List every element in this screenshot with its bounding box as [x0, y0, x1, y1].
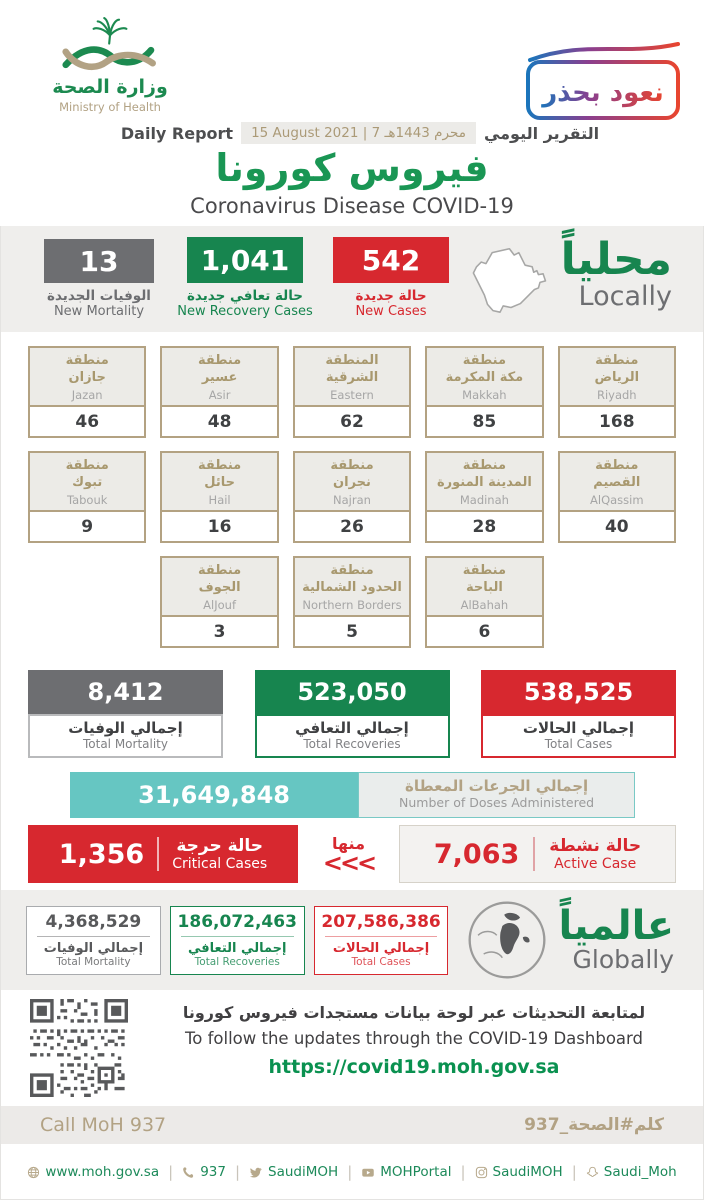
- moh-logo: [40, 14, 180, 114]
- active-cases-label-ar: حالة نشطة: [549, 836, 642, 856]
- region-name-en: Makkah: [462, 387, 507, 402]
- daily-report-label-ar: التقرير اليومي: [483, 123, 600, 143]
- region-name-ar2: المدينة المنورة: [436, 474, 532, 490]
- region-name-ar2: نجران: [333, 474, 371, 490]
- region-name-ar2: القصيم: [593, 474, 641, 490]
- left-arrows-icon: <<<: [322, 848, 375, 877]
- locally-stats: [26, 226, 464, 332]
- locally-section: [0, 226, 704, 332]
- region-name-ar: منطقة: [65, 353, 109, 368]
- snapchat-icon: [586, 1166, 599, 1179]
- region-name-ar: منطقة: [65, 458, 109, 473]
- region-name-ar2: الرياض: [594, 369, 640, 385]
- return-with-caution-badge: [524, 38, 682, 124]
- youtube-link[interactable]: [361, 1164, 451, 1180]
- badge-label: نعود بحذر: [542, 78, 664, 108]
- website-label: www.moh.gov.sa: [45, 1164, 160, 1180]
- divider: |: [234, 1163, 241, 1181]
- total-recoveries-value: 523,050: [255, 670, 450, 714]
- totals-row: [0, 662, 704, 764]
- total-mortality: [28, 670, 223, 764]
- new-recovery-label-en: New Recovery Cases: [177, 304, 313, 319]
- badge-swoosh: [530, 44, 678, 60]
- region-value: 16: [207, 516, 232, 537]
- youtube-icon: [361, 1166, 375, 1179]
- region-name-en: Tabouk: [66, 492, 108, 507]
- of-which-indicator: [323, 834, 374, 875]
- region-name-en: AlBahah: [460, 597, 509, 612]
- region-value: 40: [604, 516, 629, 537]
- region-aljouf: [160, 556, 278, 648]
- call-moh-hashtag-ar: كلم#الصحة_937: [524, 1115, 664, 1135]
- region-value: 6: [478, 621, 491, 642]
- global-mortality-label-en: Total Mortality: [56, 955, 131, 968]
- region-name-ar: منطقة: [197, 563, 242, 578]
- new-recovery-label-ar: حالة تعافي جديدة: [186, 288, 304, 304]
- saudi-arabia-map-icon: [464, 236, 558, 332]
- page-title-en: Coronavirus Disease COVID-19: [190, 194, 514, 218]
- global-total-recoveries: [170, 906, 305, 975]
- global-mortality-value: 4,368,529: [45, 911, 142, 932]
- qr-code: [30, 999, 128, 1097]
- moh-logo-name-ar: وزارة الصحة: [52, 76, 168, 98]
- global-total-mortality: [26, 906, 161, 975]
- new-cases-value: 542: [333, 237, 449, 283]
- globe-icon: [465, 898, 549, 982]
- total-cases-label-en: Total Cases: [544, 737, 613, 751]
- region-name-ar: منطقة: [197, 458, 242, 473]
- instagram-link[interactable]: [475, 1164, 563, 1180]
- call-band: [0, 1106, 704, 1144]
- dashboard-url-link[interactable]: https://covid19.moh.gov.sa: [268, 1056, 560, 1078]
- region-name-ar: منطقة: [462, 353, 507, 368]
- global-cases-label-en: Total Cases: [351, 955, 411, 968]
- globe-icon: [27, 1166, 40, 1179]
- twitter-link[interactable]: [249, 1164, 338, 1180]
- phone-link[interactable]: [182, 1164, 226, 1180]
- region-value: 9: [81, 516, 94, 537]
- region-madinah: [425, 451, 543, 543]
- website-link[interactable]: [27, 1164, 159, 1180]
- region-name-ar: منطقة: [595, 458, 639, 473]
- moh-logo-name-en: Ministry of Health: [59, 99, 161, 114]
- snapchat-label: Saudi_Moh: [603, 1164, 677, 1180]
- region-eastern: [293, 346, 411, 438]
- global-cases-label-ar: إجمالي الحالات: [332, 940, 430, 956]
- region-tabouk: [28, 451, 146, 543]
- region-name-ar: منطقة: [462, 458, 507, 473]
- global-mortality-label-ar: إجمالي الوفيات: [43, 940, 144, 956]
- report-date: 15 August 2021 | 7 محرم 1443هـ: [241, 122, 476, 144]
- divider: [533, 837, 535, 871]
- region-northern-borders: [293, 556, 411, 648]
- report-date-row: [8, 122, 704, 144]
- call-moh-label-en: Call MoH 937: [40, 1114, 167, 1136]
- divider: |: [347, 1163, 353, 1181]
- active-cases-box: [399, 825, 676, 883]
- region-asir: [160, 346, 278, 438]
- locally-heading: [558, 234, 678, 332]
- daily-report-label-en: Daily Report: [120, 123, 234, 143]
- instagram-label: SaudiMOH: [492, 1164, 563, 1180]
- region-name-en: Najran: [333, 492, 371, 507]
- region-value: 3: [213, 621, 226, 642]
- global-recoveries-label-en: Total Recoveries: [194, 955, 280, 968]
- header: [0, 0, 704, 226]
- instagram-icon: [475, 1166, 488, 1179]
- active-cases-label-en: Active Case: [554, 856, 637, 872]
- of-which-label: منها: [331, 833, 365, 853]
- doses-label-en: Number of Doses Administered: [399, 795, 595, 810]
- new-cases-stat: [318, 226, 464, 332]
- region-value: 28: [472, 516, 497, 537]
- social-links-row: [0, 1144, 704, 1200]
- region-name-ar2: تبوك: [72, 474, 103, 490]
- new-mortality-label-ar: الوفيات الجديدة: [47, 288, 151, 304]
- region-name-ar2: عسير: [201, 369, 238, 385]
- globally-section: [0, 890, 704, 990]
- new-mortality-value: 13: [44, 239, 154, 283]
- total-cases: [481, 670, 676, 764]
- page-title-ar: فيروس كورونا: [215, 146, 489, 190]
- region-name-en: Jazan: [71, 387, 103, 402]
- region-name-en: Northern Borders: [302, 597, 402, 612]
- region-name-ar: منطقة: [197, 353, 242, 368]
- region-name-ar2: جازان: [68, 369, 106, 385]
- region-name-en: Madinah: [459, 492, 509, 507]
- global-cases-value: 207,586,386: [321, 911, 441, 932]
- region-value: 46: [75, 411, 100, 432]
- region-name-ar: منطقة: [462, 563, 507, 578]
- dashboard-section: [0, 990, 704, 1106]
- region-hail: [160, 451, 278, 543]
- globally-heading-en: Globally: [572, 945, 675, 975]
- region-value: 168: [599, 411, 635, 432]
- global-total-cases: [314, 906, 449, 975]
- critical-cases-value: 1,356: [58, 838, 145, 870]
- new-cases-label-ar: حالة جديدة: [355, 288, 427, 304]
- global-recoveries-value: 186,072,463: [177, 911, 297, 932]
- region-name-en: Asir: [208, 387, 231, 402]
- total-cases-label-ar: إجمالي الحالات: [522, 719, 635, 737]
- region-name-ar2: الجوف: [198, 579, 241, 595]
- global-recoveries-label-ar: إجمالي التعافي: [187, 940, 287, 956]
- new-recovery-value: 1,041: [187, 237, 303, 283]
- region-jazan: [28, 346, 146, 438]
- total-mortality-label-ar: إجمالي الوفيات: [68, 719, 183, 737]
- region-name-en: Hail: [208, 492, 231, 507]
- divider: |: [168, 1163, 174, 1181]
- critical-active-row: [0, 818, 704, 890]
- region-name-en: Riyadh: [596, 387, 637, 402]
- region-name-en: AlQassim: [590, 492, 644, 507]
- region-name-en: Eastern: [330, 387, 374, 402]
- critical-cases-label-en: Critical Cases: [172, 856, 268, 872]
- region-makkah: [425, 346, 543, 438]
- total-recoveries-label-ar: إجمالي التعافي: [295, 719, 409, 737]
- region-value: 5: [346, 621, 358, 642]
- locally-heading-ar: محلياً: [560, 234, 672, 285]
- region-name-ar2: حائل: [204, 474, 235, 490]
- total-mortality-label-en: Total Mortality: [82, 737, 168, 751]
- phone-label: 937: [200, 1164, 226, 1180]
- region-alqassim: [558, 451, 676, 543]
- region-name-ar2: الشرقية: [325, 369, 379, 385]
- region-value: 85: [472, 411, 497, 432]
- total-cases-value: 538,525: [481, 670, 676, 714]
- region-name-ar: منطقة: [330, 563, 374, 578]
- dashboard-text: [154, 999, 674, 1106]
- moh-logo-icon: [50, 14, 170, 78]
- regions-grid: [0, 332, 704, 662]
- region-value: 26: [340, 516, 364, 537]
- region-name-ar2: الحدود الشمالية: [302, 579, 402, 595]
- region-albahah: [425, 556, 543, 648]
- locally-heading-en: Locally: [578, 281, 672, 312]
- region-riyadh: [558, 346, 676, 438]
- divider: |: [571, 1163, 577, 1181]
- doses-label: [358, 772, 635, 818]
- region-najran: [293, 451, 411, 543]
- youtube-label: MOHPortal: [380, 1164, 452, 1180]
- new-mortality-stat: [26, 226, 172, 332]
- phone-icon: [182, 1166, 195, 1179]
- new-mortality-label-en: New Mortality: [53, 304, 145, 319]
- total-mortality-value: 8,412: [28, 670, 223, 714]
- critical-cases-label-ar: حالة حرجة: [176, 836, 264, 856]
- globally-heading: [558, 903, 678, 975]
- dashboard-text-en: To follow the updates through the COVID-19 Dashboard: [184, 1029, 643, 1048]
- region-name-en: AlJouf: [203, 597, 236, 612]
- region-name-ar: المنطقة: [325, 353, 379, 368]
- region-name-ar: منطقة: [330, 458, 374, 473]
- new-recovery-stat: [172, 226, 318, 332]
- active-cases-value: 7,063: [433, 838, 520, 870]
- divider: |: [460, 1163, 466, 1181]
- region-value: 62: [340, 411, 364, 432]
- region-name-ar2: الباحة: [466, 579, 503, 595]
- critical-cases-box: [28, 825, 298, 883]
- new-cases-label-en: New Cases: [355, 304, 427, 319]
- region-value: 48: [207, 411, 232, 432]
- doses-bar: [70, 772, 635, 818]
- region-name-ar: منطقة: [595, 353, 639, 368]
- dashboard-text-ar: لمتابعة التحديثات عبر لوحة بيانات مستجدات فيروس كورونا: [182, 1003, 646, 1022]
- total-recoveries-label-en: Total Recoveries: [303, 737, 401, 751]
- doses-value: 31,649,848: [70, 772, 358, 818]
- total-recoveries: [255, 670, 450, 764]
- doses-label-ar: إجمالي الجرعات المعطاة: [404, 777, 589, 795]
- twitter-icon: [249, 1166, 263, 1179]
- region-name-ar2: مكة المكرمة: [445, 369, 524, 385]
- snapchat-link[interactable]: [586, 1164, 677, 1180]
- twitter-label: SaudiMOH: [268, 1164, 339, 1180]
- divider: [157, 837, 159, 871]
- globally-heading-ar: عالمياً: [558, 903, 675, 950]
